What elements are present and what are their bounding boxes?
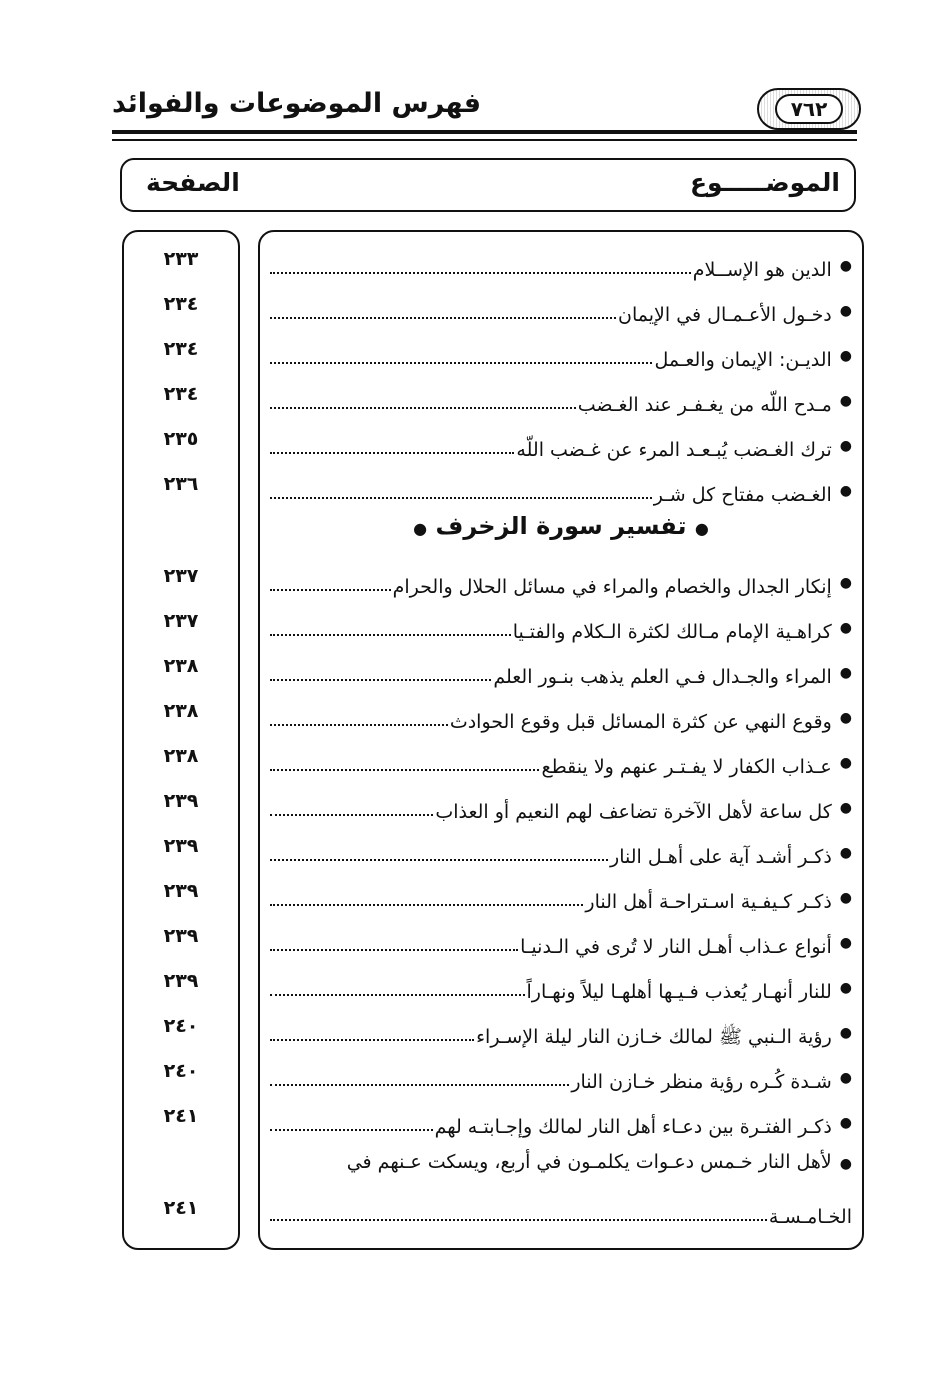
dot-leader [270, 362, 652, 364]
entry-text: ذكـر أشـد آية على أهـل النار [610, 846, 832, 869]
entry-text: الغـضب مفتاح كل شـر [653, 484, 832, 507]
last-entry-second-line [270, 1189, 852, 1229]
index-entry [270, 332, 852, 372]
page-ref: ٢٣٣ [163, 248, 199, 270]
index-entry [270, 604, 852, 644]
topics-column [258, 230, 864, 1250]
page-ref: ٢٣٩ [163, 880, 199, 902]
bullet-icon: ● [413, 519, 428, 538]
index-entry [270, 694, 852, 734]
page-ref: ٢٣٤ [163, 383, 199, 405]
entry-text: دخـول الأعـمـال في الإيمان [618, 304, 832, 327]
index-entry [270, 467, 852, 507]
header-rule-thin [112, 139, 857, 141]
dot-leader [270, 769, 539, 771]
dot-leader [270, 497, 652, 499]
bullet-icon: ● [839, 755, 852, 771]
index-entry [270, 739, 852, 779]
page-ref: ٢٣٩ [163, 970, 199, 992]
page-ref: ٢٤٠ [163, 1060, 199, 1082]
dot-leader [270, 317, 616, 319]
entry-text: كراهـية الإمام مـالك لكثرة الـكلام والفتـيا [512, 621, 832, 644]
page-ref: ٢٣٨ [163, 655, 199, 677]
bullet-icon: ● [839, 1070, 852, 1086]
dot-leader [270, 814, 433, 816]
index-entry [270, 242, 852, 282]
index-entry [270, 1054, 852, 1094]
entry-text: شـدة كُـره رؤية منظر خـازن النار [571, 1071, 832, 1094]
section-title: تفسير سورة الزخرف [435, 512, 687, 540]
index-entry [270, 784, 852, 824]
page-ref: ٢٤٠ [163, 1015, 199, 1037]
dot-leader [270, 949, 518, 951]
last-entry-first-line [270, 1151, 852, 1174]
page-ref: ٢٣٩ [163, 835, 199, 857]
index-entry [270, 559, 852, 599]
bullet-icon: ● [839, 620, 852, 636]
header-rule-thick [112, 130, 857, 134]
bullet-icon: ● [839, 483, 852, 499]
dot-leader [270, 994, 525, 996]
index-entry [270, 377, 852, 417]
page-ref: ٢٣٤ [163, 293, 199, 315]
index-entry [270, 649, 852, 689]
index-entry [270, 964, 852, 1004]
entry-text: كل ساعة لأهل الآخرة تضاعف لهم النعيم أو العذاب [435, 801, 832, 824]
dot-leader [270, 452, 514, 454]
bullet-icon: ● [839, 438, 852, 454]
bullet-icon: ● [839, 845, 852, 861]
entry-text: عـذاب الكفار لا يفـتـر عنهم ولا ينقطع [541, 756, 832, 779]
bullet-icon: ● [839, 665, 852, 681]
page-number-badge [757, 88, 861, 130]
topic-column-header: الموضـــــوع [689, 168, 840, 197]
entry-text: ذكـر كـيفـية اسـتراحـة أهل النار [585, 891, 832, 914]
bullet-icon: ● [839, 575, 852, 591]
index-entry [270, 919, 852, 959]
page-numbers-column [122, 230, 240, 1250]
entry-text: مـدح اللّه من يغـفـر عند الغـضب [577, 394, 832, 417]
bullet-icon: ● [839, 1025, 852, 1041]
bullet-icon: ● [839, 348, 852, 364]
entry-text: ترك الغـضب يُبـعـد المرء عن غـضب اللّه [516, 439, 832, 462]
entry-text: رؤية الـنبي ﷺ لمالك خـازن النار ليلة الإسـراء [476, 1026, 832, 1049]
page-number: ٧٦٢ [775, 94, 844, 124]
page-ref: ٢٣٧ [163, 565, 199, 587]
index-entry [270, 829, 852, 869]
bullet-icon: ● [839, 258, 852, 274]
dot-leader [270, 859, 608, 861]
bullet-icon: ● [839, 1156, 852, 1172]
dot-leader [270, 589, 391, 591]
index-entry [270, 287, 852, 327]
index-entry [270, 1009, 852, 1049]
running-title: فهرس الموضوعات والفوائد [112, 88, 482, 119]
entry-text: الديـن: الإيمان والعـمل [654, 349, 832, 372]
bullet-icon: ● [839, 890, 852, 906]
bullet-icon: ● [839, 303, 852, 319]
page-ref: ٢٣٩ [163, 925, 199, 947]
page-ref: ٢٣٦ [163, 473, 199, 495]
dot-leader [270, 679, 491, 681]
page-ref: ٢٣٤ [163, 338, 199, 360]
page-ref: ٢٣٨ [163, 700, 199, 722]
bullet-icon: ● [839, 710, 852, 726]
page-column-header: الصفحة [146, 168, 240, 197]
dot-leader [270, 1039, 474, 1041]
section-heading [260, 512, 862, 540]
dot-leader [270, 724, 448, 726]
entry-text: للنار أنهـار يُعذب فـيـها أهلهـا ليلاً ونهـاراً [526, 981, 832, 1004]
entry-text: لأهل النار خـمس دعـوات يكلمـون في أربع، ويسكت عـنهم في [346, 1151, 832, 1173]
entry-text: إنكار الجدال والخصام والمراء في مسائل الحلال والحرام [392, 576, 832, 599]
page-ref: ٢٤١ [163, 1105, 199, 1127]
page-ref: ٢٤١ [163, 1197, 199, 1219]
entry-text: المراء والجـدال فـي العلم يذهب بنـور العلم [493, 666, 832, 689]
page-ref: ٢٣٧ [163, 610, 199, 632]
bullet-icon: ● [839, 980, 852, 996]
bullet-icon: ● [839, 393, 852, 409]
entry-text: الخـامـسـة [768, 1206, 852, 1229]
page-ref: ٢٣٥ [163, 428, 199, 450]
page-ref: ٢٣٩ [163, 790, 199, 812]
dot-leader [270, 407, 576, 409]
entry-text: أنواع عـذاب أهـل النار لا تُرى في الـدنيـا [520, 936, 832, 959]
bullet-icon: ● [839, 800, 852, 816]
dot-leader [270, 634, 511, 636]
entry-text: وقوع النهي عن كثرة المسائل قبل وقوع الحوادث [449, 711, 832, 734]
dot-leader [270, 272, 691, 274]
index-entry [270, 874, 852, 914]
entry-text: الدين هو الإســلام [692, 259, 832, 282]
dot-leader [270, 1084, 569, 1086]
dot-leader [270, 1219, 767, 1221]
page-ref: ٢٣٨ [163, 745, 199, 767]
dot-leader [270, 904, 583, 906]
bullet-icon: ● [839, 935, 852, 951]
bullet-icon: ● [839, 1115, 852, 1131]
dot-leader [270, 1129, 433, 1131]
column-header-box [120, 158, 856, 212]
index-entry [270, 422, 852, 462]
bullet-icon: ● [694, 519, 709, 538]
entry-text: ذكـر الفتـرة بين دعـاء أهل النار لمالك وإجـابتـه لهم [434, 1116, 832, 1139]
index-entry [270, 1099, 852, 1139]
